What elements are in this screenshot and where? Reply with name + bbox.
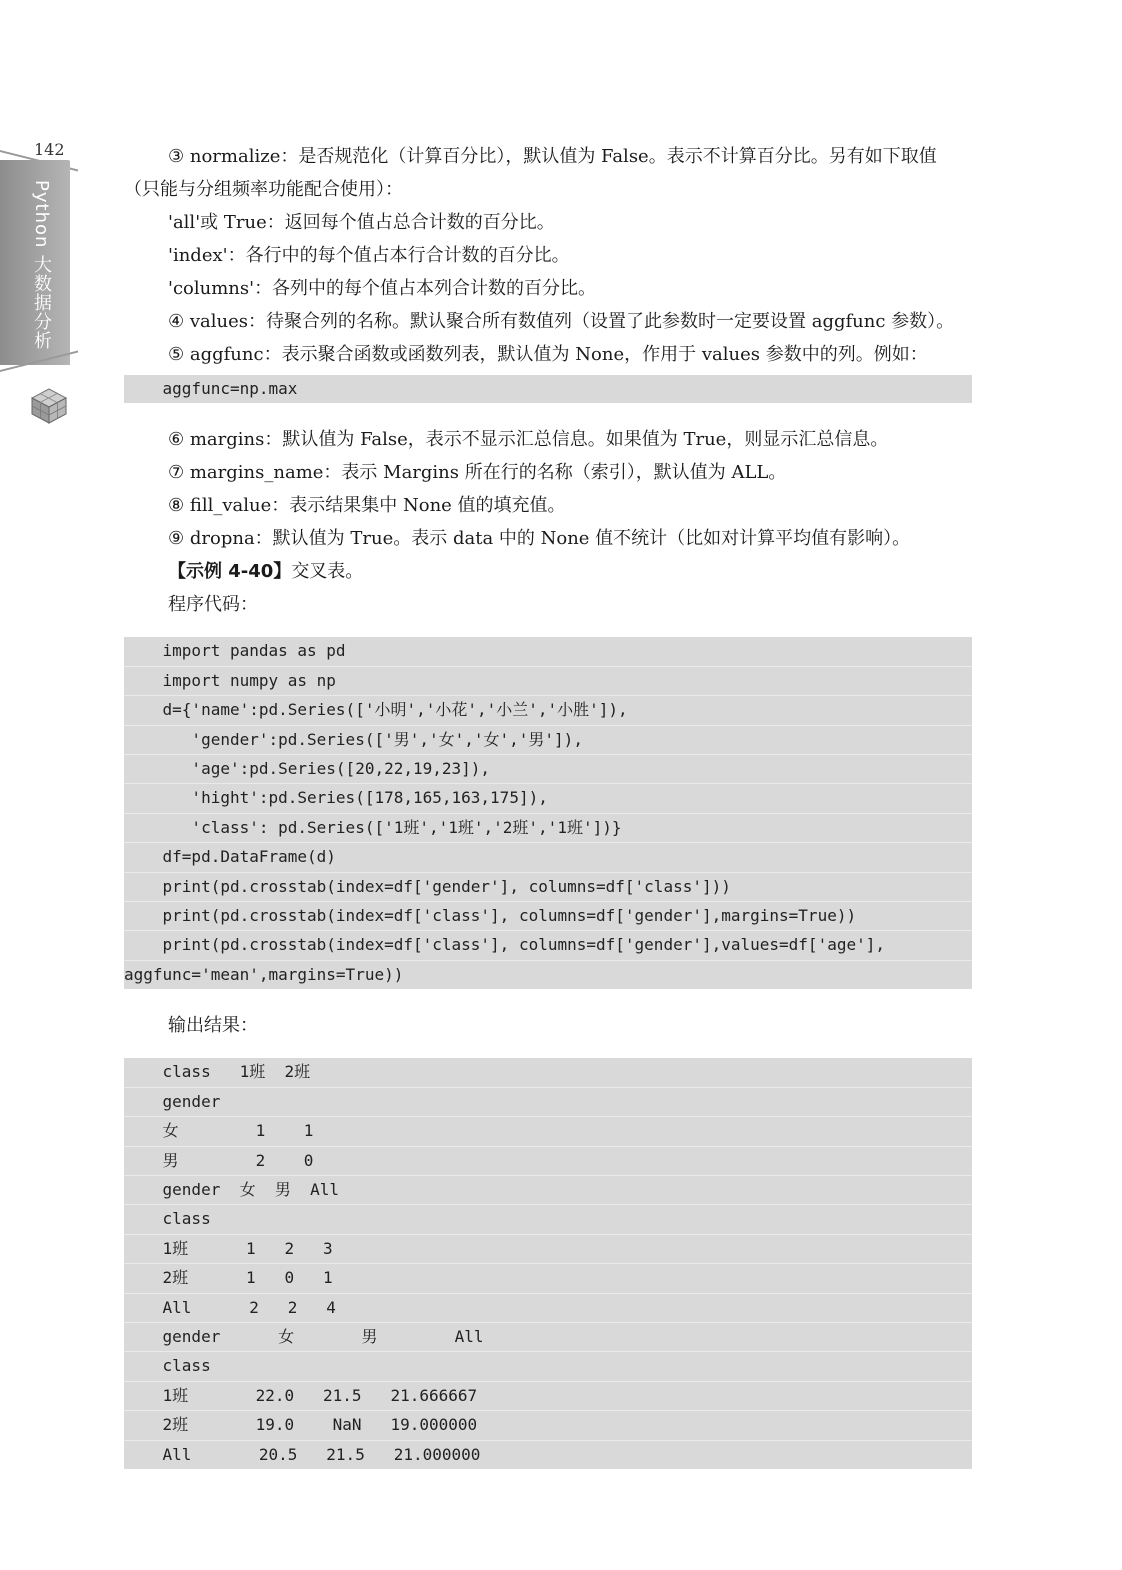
code-line: 'gender':pd.Series(['男','女','女','男']), — [124, 726, 972, 755]
output-line: gender — [124, 1088, 972, 1117]
cube-logo-icon — [28, 385, 70, 427]
output-line: 1班 22.0 21.5 21.666667 — [124, 1382, 972, 1411]
param-dropna: ⑨ dropna：默认值为 True。表示 data 中的 None 值不统计（比如对计算平均值有影响）。 — [168, 528, 911, 550]
normalize-all: 'all'或 True：返回每个值占总合计数的百分比。 — [168, 212, 555, 233]
code-line: print(pd.crosstab(index=df['gender'], columns=df['class'])) — [124, 873, 972, 902]
code-line: print(pd.crosstab(index=df['class'], columns=df['gender'],values=df['age'], — [124, 931, 972, 960]
output-label: 输出结果： — [168, 1015, 258, 1037]
example-heading — [124, 555, 972, 588]
page-content — [124, 140, 972, 1477]
param-normalize: ③ normalize：是否规范化（计算百分比），默认值为 False。表示不计算百分比。另有如下取值（只能与分组频率功能配合使用）： — [124, 146, 937, 200]
output-line: All 20.5 21.5 21.000000 — [124, 1444, 481, 1464]
output-line: 男 2 0 — [124, 1147, 972, 1176]
output-line: 2班 1 0 1 — [124, 1264, 972, 1293]
example-label: 【示例 4-40】 — [168, 561, 292, 583]
param-aggfunc: ⑤ aggfunc：表示聚合函数或函数列表，默认值为 None，作用于 values 参数中的列。例如： — [168, 344, 928, 365]
code-line: aggfunc=np.max — [124, 379, 298, 398]
normalize-index: 'index'：各行中的每个值占本行合计数的百分比。 — [168, 245, 570, 266]
side-tab-title: Python 大数据分析 — [31, 180, 52, 351]
code-line: import numpy as np — [124, 667, 972, 696]
output-line: 2班 19.0 NaN 19.000000 — [124, 1411, 972, 1440]
code-line: 'class': pd.Series(['1班','1班','2班','1班'])} — [124, 814, 972, 843]
output-line: gender 女 男 All — [124, 1176, 972, 1205]
output-line: class — [124, 1352, 972, 1381]
code-line: import pandas as pd — [124, 637, 972, 666]
code-line: 'age':pd.Series([20,22,19,23]), — [124, 755, 972, 784]
normalize-columns: 'columns'：各列中的每个值占本列合计数的百分比。 — [168, 278, 597, 299]
output-line: class — [124, 1205, 972, 1234]
param-margins-name: ⑦ margins_name：表示 Margins 所在行的名称（索引），默认值为 ALL。 — [168, 462, 787, 484]
code-line: df=pd.DataFrame(d) — [124, 843, 972, 872]
example-title: 交叉表。 — [291, 561, 364, 583]
output-line: 女 1 1 — [124, 1117, 972, 1146]
param-margins: ⑥ margins：默认值为 False，表示不显示汇总信息。如果值为 True，则显示汇总信息。 — [168, 429, 889, 451]
code-line: d={'name':pd.Series(['小明','小花','小兰','小胜']), — [124, 696, 972, 725]
output-line: 1班 1 2 3 — [124, 1235, 972, 1264]
output-line: gender 女 男 All — [124, 1323, 972, 1352]
param-values: ④ values：待聚合列的名称。默认聚合所有数值列（设置了此参数时一定要设置 aggfunc 参数）。 — [168, 311, 955, 332]
output-line: class 1班 2班 — [124, 1058, 972, 1087]
param-fill-value: ⑧ fill_value：表示结果集中 None 值的填充值。 — [168, 495, 566, 517]
code-label: 程序代码： — [168, 594, 258, 616]
program-code-block — [124, 637, 972, 989]
output-block — [124, 1058, 972, 1469]
code-line: aggfunc='mean',margins=True)) — [124, 964, 404, 984]
code-line: 'hight':pd.Series([178,165,163,175]), — [124, 784, 972, 813]
aggfunc-code-block — [124, 375, 972, 403]
page-number: 142 — [34, 140, 65, 159]
code-line: print(pd.crosstab(index=df['class'], columns=df['gender'],margins=True)) — [124, 902, 972, 931]
output-line: All 2 2 4 — [124, 1294, 972, 1323]
